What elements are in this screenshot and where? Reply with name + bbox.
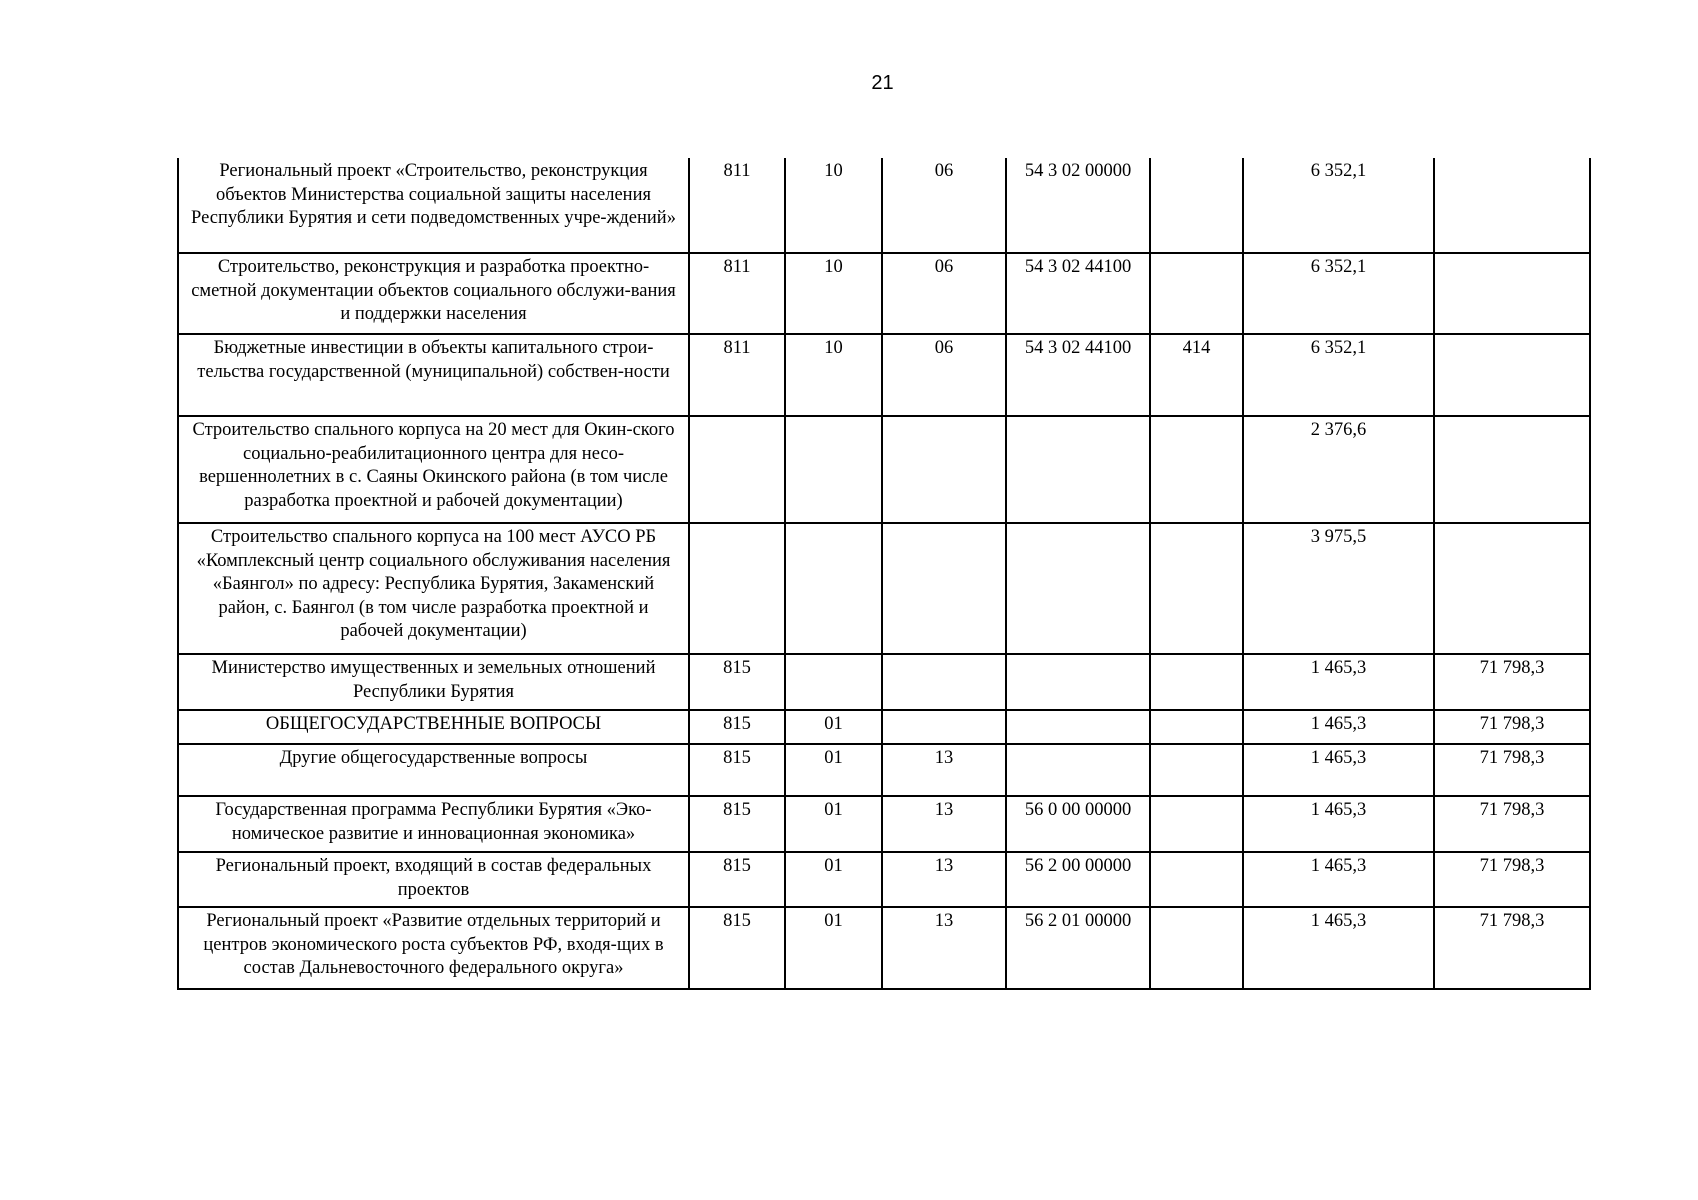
subsection-code-cell: 13 — [882, 852, 1006, 907]
ministry-code-cell: 811 — [689, 158, 785, 253]
subsection-code-cell — [882, 523, 1006, 654]
expense-type-cell — [1150, 744, 1243, 796]
subsection-code-cell — [882, 710, 1006, 744]
row-name-cell: Другие общегосударственные вопросы — [178, 744, 689, 796]
subsection-code-cell: 13 — [882, 744, 1006, 796]
ministry-code-cell — [689, 523, 785, 654]
target-article-cell: 56 2 00 00000 — [1006, 852, 1150, 907]
row-name-cell: Строительство, реконструкция и разработка проектно-сметной документации объектов социального обслужи-вания и поддержки населения — [178, 253, 689, 334]
amount-2-cell: 71 798,3 — [1434, 710, 1590, 744]
amount-1-cell: 1 465,3 — [1243, 796, 1434, 852]
amount-2-cell — [1434, 523, 1590, 654]
target-article-cell: 54 3 02 00000 — [1006, 158, 1150, 253]
subsection-code-cell — [882, 654, 1006, 710]
section-code-cell: 01 — [785, 796, 882, 852]
target-article-cell — [1006, 416, 1150, 523]
amount-1-cell: 3 975,5 — [1243, 523, 1434, 654]
amount-1-cell: 1 465,3 — [1243, 744, 1434, 796]
subsection-code-cell — [882, 416, 1006, 523]
table-row — [178, 523, 1590, 654]
ministry-code-cell: 815 — [689, 852, 785, 907]
ministry-code-cell: 815 — [689, 796, 785, 852]
ministry-code-cell: 815 — [689, 907, 785, 989]
row-name-cell: Строительство спального корпуса на 100 мест АУСО РБ «Комплексный центр социального обслуживания населения «Баянгол» по адресу: Республика Бурятия, Закаменский район, с. Баянгол (в том числе разработка проектной и рабочей документации) — [178, 523, 689, 654]
table-row — [178, 744, 1590, 796]
subsection-code-cell: 13 — [882, 796, 1006, 852]
row-name-cell: Государственная программа Республики Бурятия «Эко-номическое развитие и инновационная экономика» — [178, 796, 689, 852]
amount-2-cell: 71 798,3 — [1434, 907, 1590, 989]
amount-2-cell: 71 798,3 — [1434, 852, 1590, 907]
section-code-cell: 10 — [785, 158, 882, 253]
table-row — [178, 907, 1590, 989]
section-code-cell — [785, 654, 882, 710]
row-name-cell: Строительство спального корпуса на 20 мест для Окин-ского социально-реабилитационного центра для несо-вершеннолетних в с. Саяны Окинского района (в том числе разработка проектной и рабочей документации) — [178, 416, 689, 523]
amount-2-cell — [1434, 158, 1590, 253]
target-article-cell — [1006, 523, 1150, 654]
amount-1-cell: 6 352,1 — [1243, 334, 1434, 416]
table-row — [178, 334, 1590, 416]
amount-2-cell: 71 798,3 — [1434, 654, 1590, 710]
amount-2-cell: 71 798,3 — [1434, 796, 1590, 852]
amount-2-cell — [1434, 253, 1590, 334]
expense-type-cell — [1150, 654, 1243, 710]
expense-type-cell — [1150, 416, 1243, 523]
target-article-cell — [1006, 744, 1150, 796]
expense-type-cell — [1150, 710, 1243, 744]
ministry-code-cell: 815 — [689, 654, 785, 710]
row-name-cell: Региональный проект «Развитие отдельных территорий и центров экономического роста субъектов РФ, входя-щих в состав Дальневосточного федерального округа» — [178, 907, 689, 989]
row-name-cell: Региональный проект «Строительство, реконструкция объектов Министерства социальной защиты населения Республики Бурятия и сети подведомственных учре-ждений» — [178, 158, 689, 253]
expense-type-cell — [1150, 852, 1243, 907]
page-number: 21 — [871, 72, 894, 94]
expense-type-cell — [1150, 907, 1243, 989]
row-name-cell: Бюджетные инвестиции в объекты капитального строи-тельства государственной (муниципальной) собствен-ности — [178, 334, 689, 416]
target-article-cell — [1006, 654, 1150, 710]
table-row — [178, 654, 1590, 710]
target-article-cell: 56 2 01 00000 — [1006, 907, 1150, 989]
amount-1-cell: 6 352,1 — [1243, 158, 1434, 253]
amount-1-cell: 1 465,3 — [1243, 710, 1434, 744]
amount-1-cell: 1 465,3 — [1243, 907, 1434, 989]
ministry-code-cell — [689, 416, 785, 523]
target-article-cell: 54 3 02 44100 — [1006, 334, 1150, 416]
amount-1-cell: 2 376,6 — [1243, 416, 1434, 523]
target-article-cell — [1006, 710, 1150, 744]
target-article-cell: 56 0 00 00000 — [1006, 796, 1150, 852]
subsection-code-cell: 13 — [882, 907, 1006, 989]
section-code-cell — [785, 416, 882, 523]
ministry-code-cell: 815 — [689, 710, 785, 744]
section-code-cell: 01 — [785, 852, 882, 907]
subsection-code-cell: 06 — [882, 253, 1006, 334]
ministry-code-cell: 811 — [689, 253, 785, 334]
table-row — [178, 710, 1590, 744]
expense-type-cell — [1150, 796, 1243, 852]
amount-2-cell — [1434, 416, 1590, 523]
subsection-code-cell: 06 — [882, 158, 1006, 253]
table-row — [178, 253, 1590, 334]
amount-1-cell: 1 465,3 — [1243, 654, 1434, 710]
amount-1-cell: 6 352,1 — [1243, 253, 1434, 334]
row-name-cell: Министерство имущественных и земельных отношений Республики Бурятия — [178, 654, 689, 710]
expense-type-cell — [1150, 158, 1243, 253]
row-name-cell: ОБЩЕГОСУДАРСТВЕННЫЕ ВОПРОСЫ — [178, 710, 689, 744]
ministry-code-cell: 811 — [689, 334, 785, 416]
subsection-code-cell: 06 — [882, 334, 1006, 416]
ministry-code-cell: 815 — [689, 744, 785, 796]
section-code-cell: 10 — [785, 253, 882, 334]
expense-type-cell — [1150, 253, 1243, 334]
table-row — [178, 852, 1590, 907]
amount-2-cell: 71 798,3 — [1434, 744, 1590, 796]
table-row — [178, 416, 1590, 523]
table-row — [178, 796, 1590, 852]
target-article-cell: 54 3 02 44100 — [1006, 253, 1150, 334]
section-code-cell — [785, 523, 882, 654]
amount-2-cell — [1434, 334, 1590, 416]
section-code-cell: 01 — [785, 744, 882, 796]
budget-table — [177, 158, 1591, 990]
section-code-cell: 10 — [785, 334, 882, 416]
section-code-cell: 01 — [785, 710, 882, 744]
section-code-cell: 01 — [785, 907, 882, 989]
row-name-cell: Региональный проект, входящий в состав федеральных проектов — [178, 852, 689, 907]
table-row — [178, 158, 1590, 253]
expense-type-cell: 414 — [1150, 334, 1243, 416]
amount-1-cell: 1 465,3 — [1243, 852, 1434, 907]
expense-type-cell — [1150, 523, 1243, 654]
